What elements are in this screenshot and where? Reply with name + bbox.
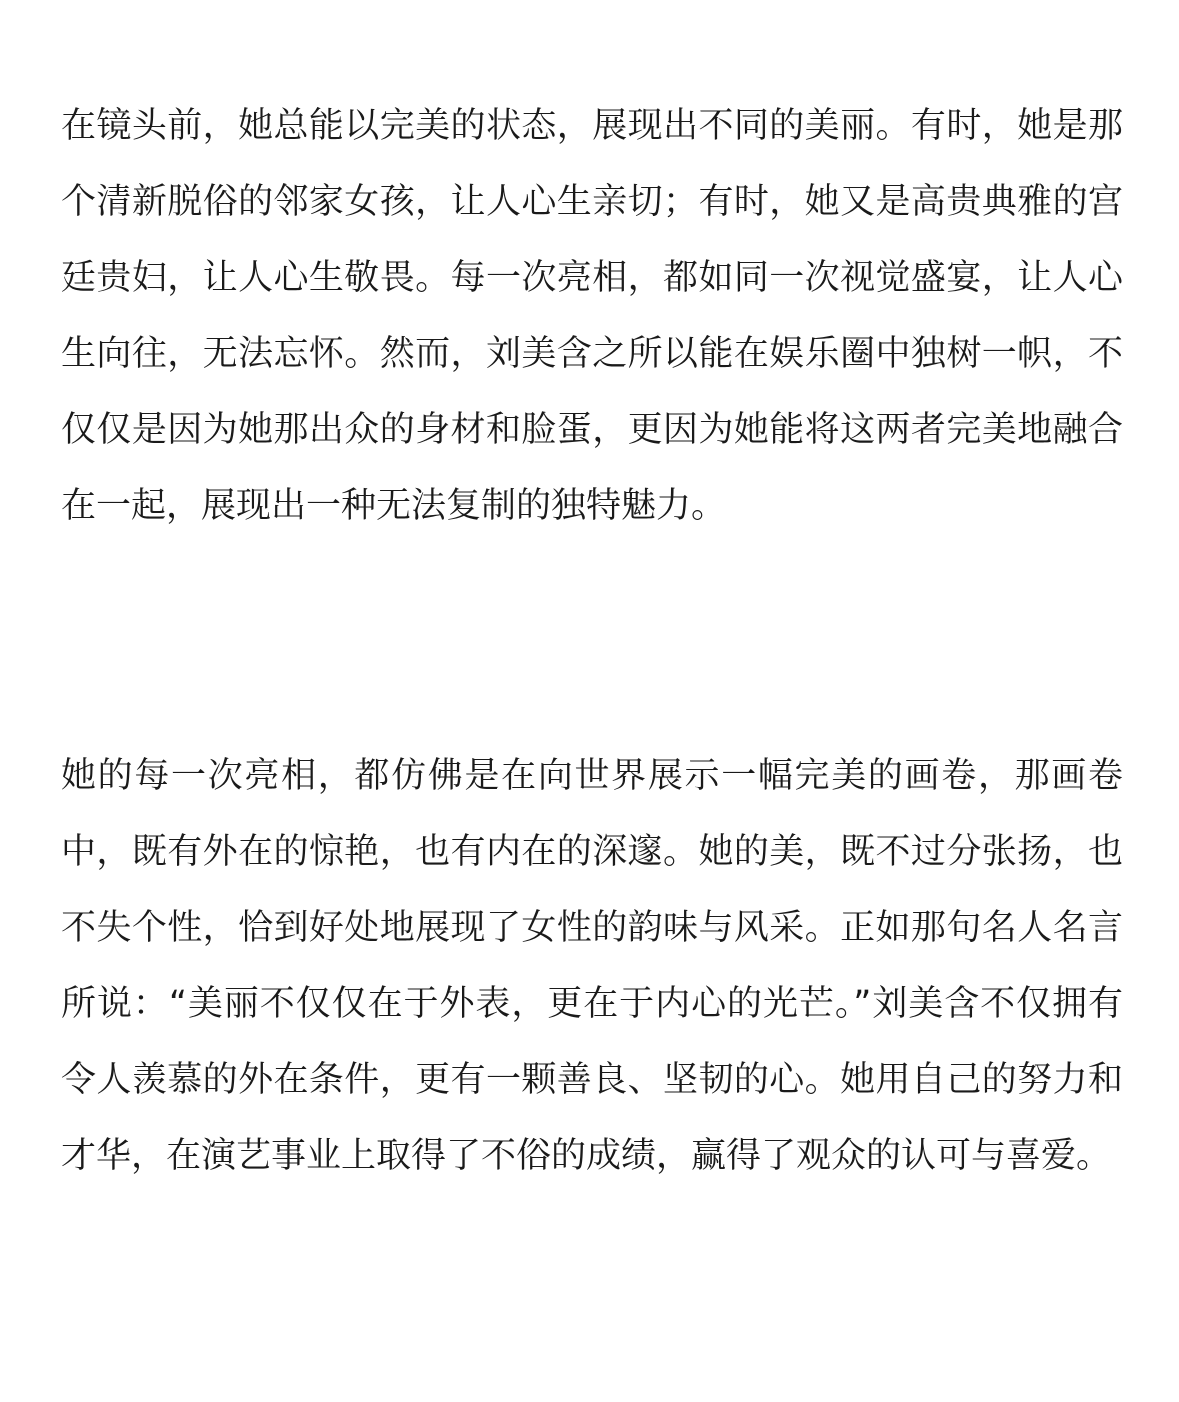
- paragraph-1: 在镜头前，她总能以完美的状态，展现出不同的美丽。有时，她是那个清新脱俗的邻家女孩，让人心生亲切；有时，她又是高贵典雅的宫廷贵妇，让人心生敬畏。每一次亮相，都如同一次视觉盛宴，让人心生向往，无法忘怀。然而，刘美含之所以能在娱乐圈中独树一帜，不仅仅是因为她那出众的身材和脸蛋，更因为她能将这两者完美地融合在一起，展现出一种无法复制的独特魅力。: [61, 106, 1123, 526]
- paragraph-2: 她的每一次亮相，都仿佛是在向世界展示一幅完美的画卷，那画卷中，既有外在的惊艳，也有内在的深邃。她的美，既不过分张扬，也不失个性，恰到好处地展现了女性的韵味与风采。正如那句名人名言所说：“美丽不仅仅在于外表，更在于内心的光芒。”刘美含不仅拥有令人羡慕的外在条件，更有一颗善良、坚韧的心。她用自己的努力和才华，在演艺事业上取得了不俗的成绩，赢得了观众的认可与喜爱。: [61, 756, 1123, 1176]
- article-body: [61, 88, 1123, 1194]
